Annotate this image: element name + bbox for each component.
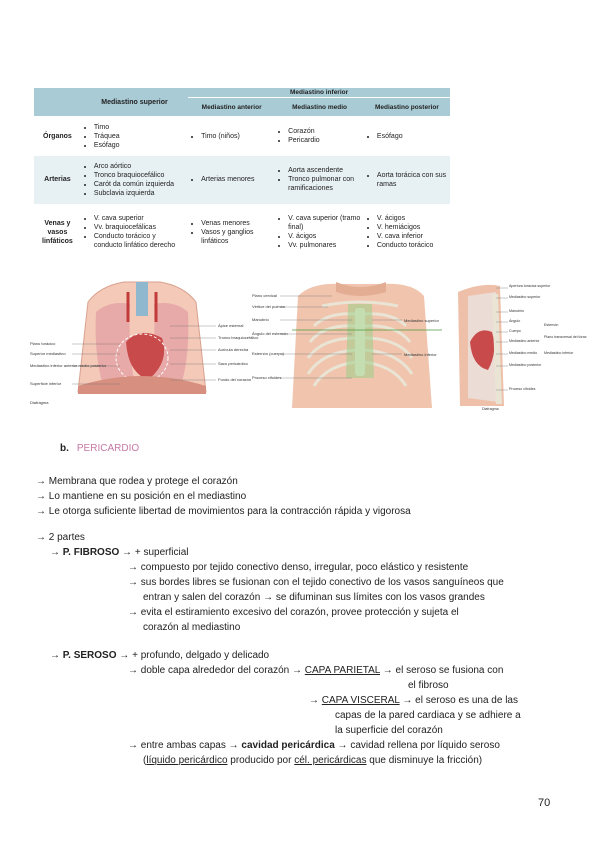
list-item: • V. cava inferior <box>377 232 447 241</box>
celulas-term: cél. pericárdicas <box>294 755 367 766</box>
label: Mediastino medio <box>509 351 538 355</box>
fibroso-line: entran y salen del corazón → se difuminan sus límites con los vasos grandes <box>143 592 485 603</box>
table-row <box>34 156 450 204</box>
list-item: • Subclavia izquierda <box>94 189 185 198</box>
label: Ángulo del esternón <box>252 331 288 336</box>
label: Diafragma <box>482 407 499 411</box>
label: Manubrio <box>252 317 269 322</box>
intro-line: → Lo mantiene en su posición en el mediastino <box>36 491 247 502</box>
seroso-line <box>143 754 482 767</box>
mediastinum-region <box>346 304 374 378</box>
list-item: • Tráquea <box>94 132 185 141</box>
fibroso-name: P. FIBROSO <box>62 547 120 558</box>
label: Superficie inferior <box>30 381 62 386</box>
list-item: • Timo <box>94 123 185 132</box>
section-heading <box>60 443 139 454</box>
list-item: • Esófago <box>377 132 447 141</box>
label: Mediastino anterior <box>509 339 540 343</box>
list-item: • Vv. pulmonares <box>288 241 361 250</box>
cell-anterior <box>188 116 275 156</box>
fibroso-line: → compuesto por tejido conectivo denso, irregular, poco elástico y resistente <box>128 562 469 573</box>
seroso-line: la superficie del corazón <box>335 725 443 736</box>
list-item: • Esófago <box>94 141 185 150</box>
list-item: • Aorta ascendente <box>288 166 361 175</box>
label: Ángulo <box>509 319 521 323</box>
text: → <box>309 695 322 706</box>
text: producido por <box>227 755 295 766</box>
seroso-name: P. SEROSO <box>62 650 117 661</box>
list-item: • Pericardio <box>288 136 361 145</box>
label: Saco pericárdico <box>218 361 248 366</box>
header-posterior: Mediastino posterior <box>364 98 450 117</box>
row-label: Arterias <box>34 156 81 204</box>
table-corner <box>34 88 81 116</box>
label: Plano transversal del tórax <box>544 335 587 339</box>
cell-anterior <box>188 204 275 260</box>
liquido-term: líquido pericárdico <box>146 755 228 766</box>
label: Proceso xifoides <box>252 375 282 380</box>
list-item: • V. ácigos <box>288 232 361 241</box>
intro-line: → Membrana que rodea y protege el corazón <box>36 476 238 487</box>
list-item: • Conducto torácico <box>377 241 447 250</box>
list-item: • Corazón <box>288 127 361 136</box>
section-title: PERICARDIO <box>76 443 140 454</box>
page-number: 70 <box>538 797 551 809</box>
list-item: • Carót da común izquierda <box>94 180 185 189</box>
visceral-term: CAPA VISCERAL <box>321 695 400 706</box>
row-label: Venas y vasos linfáticos <box>34 204 81 260</box>
text: → el seroso es una de las <box>399 695 518 706</box>
list-item: • Arterias menores <box>201 175 272 184</box>
header-anterior: Mediastino anterior <box>188 98 275 117</box>
label: Manubrio <box>509 309 524 313</box>
label: Aurícula derecha <box>218 347 249 352</box>
trachea <box>136 282 148 316</box>
list-item: • Vv. braquiocefálicas <box>94 223 185 232</box>
cell-posterior <box>364 156 450 204</box>
arrow: → <box>50 650 60 661</box>
label: Apertura torácica superior <box>509 284 551 288</box>
parts-line: → 2 partes <box>36 532 85 543</box>
label: Plano torácico <box>30 341 56 346</box>
header-medio: Mediastino medio <box>275 98 364 117</box>
header-superior: Mediastino superior <box>81 88 188 116</box>
text: → doble capa alrededor del corazón → <box>128 665 305 676</box>
row-label: Órganos <box>43 132 72 140</box>
seroso-heading <box>50 649 269 662</box>
list-item: • V. cava superior (tramo final) <box>288 214 361 232</box>
label: Mediastino superior <box>509 295 541 299</box>
list-item: • Aorta torácica con sus ramas <box>377 171 447 189</box>
list-item: • Conducto torácico y conducto linfático derecho <box>94 232 185 250</box>
label: Cuerpo <box>509 329 521 333</box>
label: Vértice del pulmón <box>252 304 286 309</box>
fibroso-heading <box>50 546 188 559</box>
list-item: • Venas menores <box>201 219 272 228</box>
label: Superior mediastino <box>30 351 66 356</box>
fibroso-line: → sus bordes libres se fusionan con el tejido conectivo de los vasos sanguíneos que <box>128 577 504 588</box>
label: Fondo del corazón <box>218 377 252 382</box>
fibroso-line: → evita el estiramiento excesivo del corazón, provee protección y sujeta el <box>128 607 459 618</box>
label: Ápice esternal <box>218 323 244 328</box>
list-item: • Timo (niños) <box>201 132 272 141</box>
label: Mediastino inferior <box>404 352 437 357</box>
cell-anterior <box>188 156 275 204</box>
cell-superior <box>81 204 188 260</box>
parietal-term: CAPA PARIETAL <box>304 665 380 676</box>
arrow: → <box>50 547 60 558</box>
label: Mediastino inferior anterior medio posterior <box>30 363 107 368</box>
list-item: • Tronco pulmonar con ramificaciones <box>288 175 361 193</box>
list-item: • Arco aórtico <box>94 162 185 171</box>
seroso-rest: → + profundo, delgado y delicado <box>116 650 270 661</box>
seroso-line <box>309 694 518 707</box>
label: Mediastino posterior <box>509 363 542 367</box>
thorax-figure-left <box>30 282 259 412</box>
seroso-line <box>128 739 500 752</box>
seroso-line: el fibroso <box>408 680 449 691</box>
list-item: • V. cava superior <box>94 214 185 223</box>
cell-posterior <box>364 204 450 260</box>
label: Tronco braquiocefálico <box>218 335 259 340</box>
mediastinum-table <box>34 88 450 260</box>
header-inferior: Mediastino inferior <box>188 88 450 98</box>
cell-posterior <box>364 116 450 156</box>
text: que disminuye la fricción) <box>366 755 483 766</box>
cell-superior <box>81 116 188 156</box>
cell-medio <box>275 116 364 156</box>
seroso-line: capas de la pared cardiaca y se adhiere a <box>335 710 521 721</box>
intro-line: → Le otorga suficiente libertad de movimientos para la contracción rápida y vigorosa <box>36 506 411 517</box>
list-item: • Vasos y ganglios linfáticos <box>201 228 272 246</box>
cell-superior <box>81 156 188 204</box>
text: ( <box>143 755 147 766</box>
table-row <box>34 116 450 156</box>
text: → cavidad rellena por líquido seroso <box>334 740 500 751</box>
label: Esternón (cuerpo) <box>252 351 285 356</box>
table-row <box>34 204 450 260</box>
section-letter: b. <box>60 443 69 454</box>
label: Mediastino inferior <box>544 351 574 355</box>
label: Proceso xifoides <box>509 387 536 391</box>
list-item: • V. hemiácigos <box>377 223 447 232</box>
list-item: • Tronco braquiocefálico <box>94 171 185 180</box>
text: → entre ambas capas → <box>128 740 242 751</box>
cavidad-term: cavidad pericárdica <box>241 740 335 751</box>
cell-medio <box>275 156 364 204</box>
fibroso-rest: → + superficial <box>119 547 189 558</box>
cell-medio <box>275 204 364 260</box>
fibroso-line: corazón al mediastino <box>143 622 241 633</box>
list-item: • V. ácigos <box>377 214 447 223</box>
label: Diafragma <box>30 400 49 405</box>
thorax-figure-center <box>252 282 464 412</box>
text: → el seroso se fusiona con <box>380 665 504 676</box>
label: Plano cervical <box>252 293 277 298</box>
label: Esternón <box>544 323 559 327</box>
thorax-figure-right <box>452 282 587 412</box>
label: Mediastino superior <box>404 318 439 323</box>
seroso-line <box>128 664 503 677</box>
